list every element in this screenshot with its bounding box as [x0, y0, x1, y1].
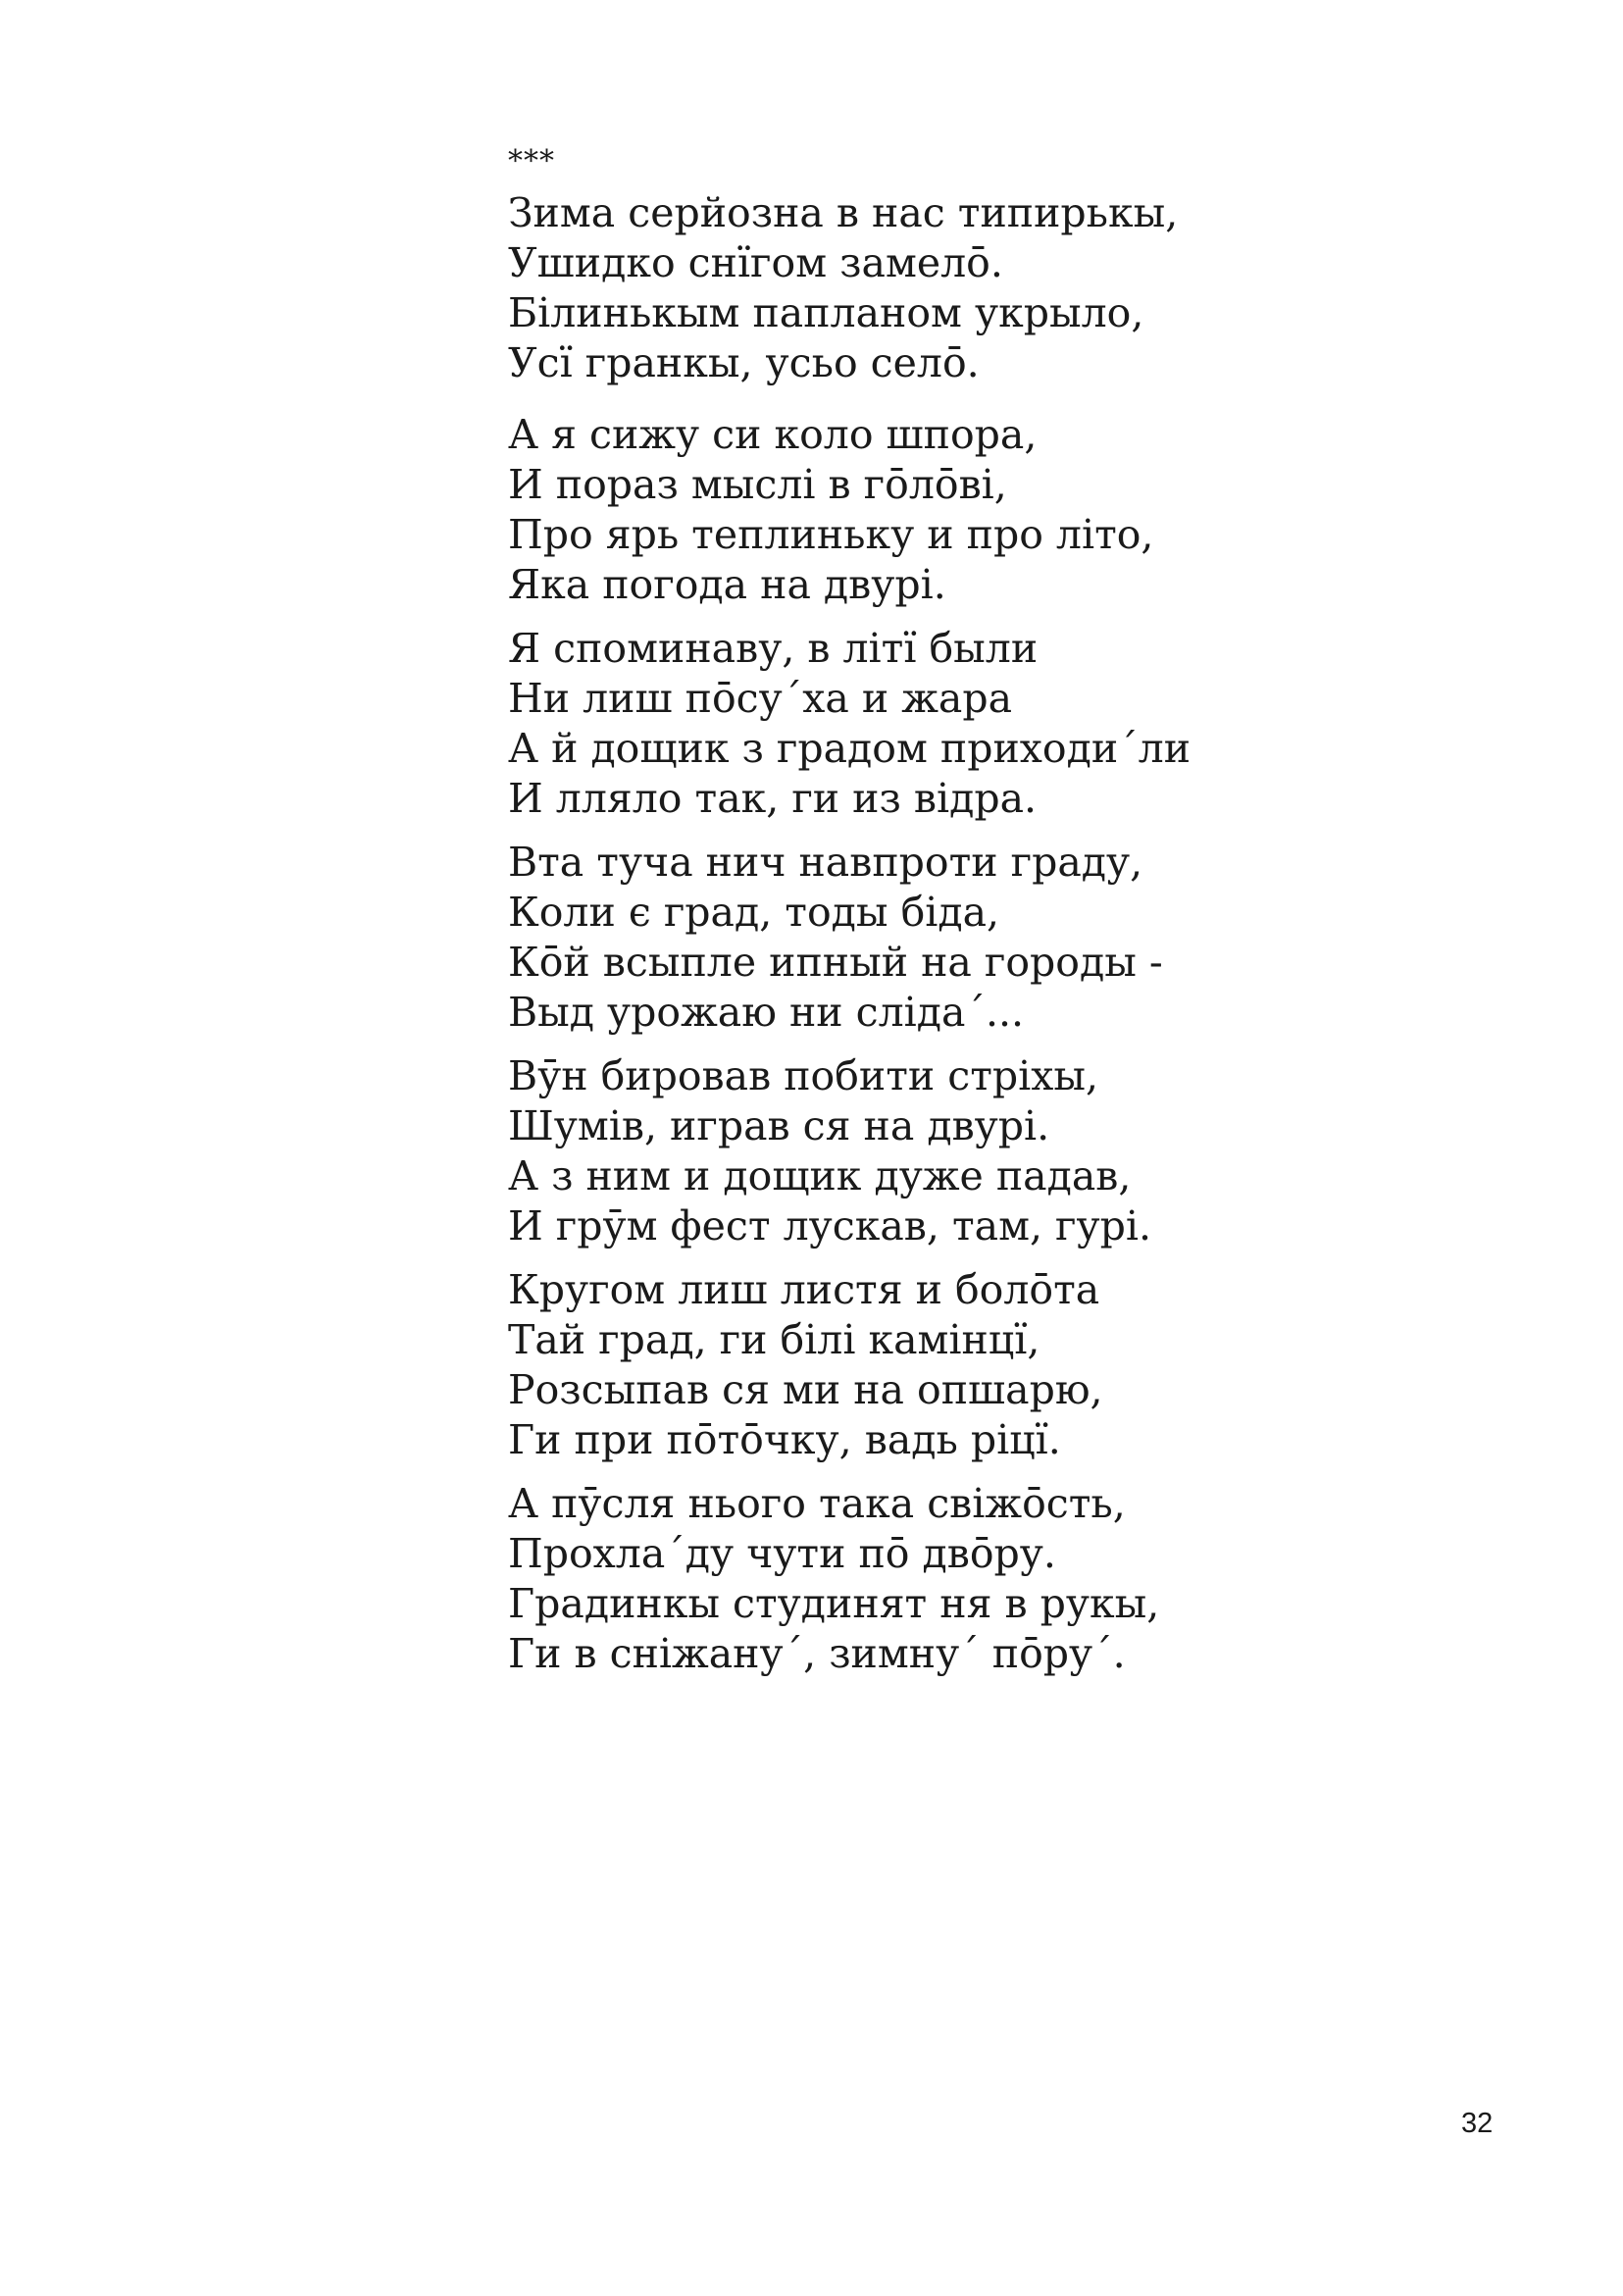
poem-line: Вта туча нич навпроти граду,: [508, 839, 1143, 886]
poem: [508, 144, 1489, 1693]
poem-line: И грӯм фест лускав, там, гурі.: [508, 1202, 1152, 1250]
poem-line: И пораз мыслі в гōлōві,: [508, 461, 1007, 508]
poem-line: Кōй всыпле ипный на городы -: [508, 939, 1163, 986]
poem-line: Яка погода на двурі.: [508, 561, 946, 608]
poem-line: Градинкы студинят ня в рукы,: [508, 1580, 1160, 1627]
poem-line: Усї гранкы, усьо селō.: [508, 339, 980, 386]
poem-line: Я споминаву, в літї были: [508, 625, 1039, 672]
stanza-1: [508, 188, 1489, 388]
poem-line: Вӯн бировав побити стріхы,: [508, 1052, 1099, 1099]
poem-line: Прохла´ду чути пō двōру.: [508, 1530, 1056, 1577]
poem-line: А пӯсля нього така свіжōсть,: [508, 1480, 1126, 1527]
stanza-5: [508, 1051, 1489, 1251]
stanza-4: [508, 838, 1489, 1038]
stanza-2: [508, 410, 1489, 610]
page-number: 32: [1461, 2108, 1494, 2139]
poem-line: Розсыпав ся ми на опшарю,: [508, 1366, 1103, 1413]
poem-line: Про ярь теплиньку и про літо,: [508, 511, 1154, 558]
poem-line: А з ним и дощик дуже падав,: [508, 1152, 1132, 1199]
poem-line: Ги при пōтōчку, вадь ріцї.: [508, 1416, 1061, 1463]
poem-line: Ушидко снїгом замелō.: [508, 239, 1003, 286]
poem-line: И лляло так, ги из відра.: [508, 775, 1038, 822]
poem-line: Тай град, ги білі камінцї,: [508, 1316, 1040, 1363]
poem-line: Коли є град, тоды біда,: [508, 889, 1000, 936]
poem-line: Ни лиш пōсу´ха и жара: [508, 675, 1013, 722]
poem-line: Выд урожаю ни сліда´...: [508, 989, 1025, 1036]
poem-line: Шумів, играв ся на двурі.: [508, 1102, 1050, 1149]
poem-line: Білинькым папланом укрыло,: [508, 289, 1144, 336]
stanza-3: [508, 624, 1489, 824]
section-separator: ***: [508, 144, 555, 179]
stanza-7: [508, 1479, 1489, 1679]
poem-line: Кругом лиш листя и болōта: [508, 1266, 1100, 1313]
poem-line: А й дощик з градом приходи´ли: [508, 725, 1192, 772]
poem-line: Зима серйозна в нас типирькы,: [508, 189, 1179, 236]
poem-line: Ги в сніжану´, зимну´ пōру´.: [508, 1630, 1126, 1677]
poem-line: А я сижу си коло шпора,: [508, 411, 1038, 458]
stanza-6: [508, 1265, 1489, 1465]
